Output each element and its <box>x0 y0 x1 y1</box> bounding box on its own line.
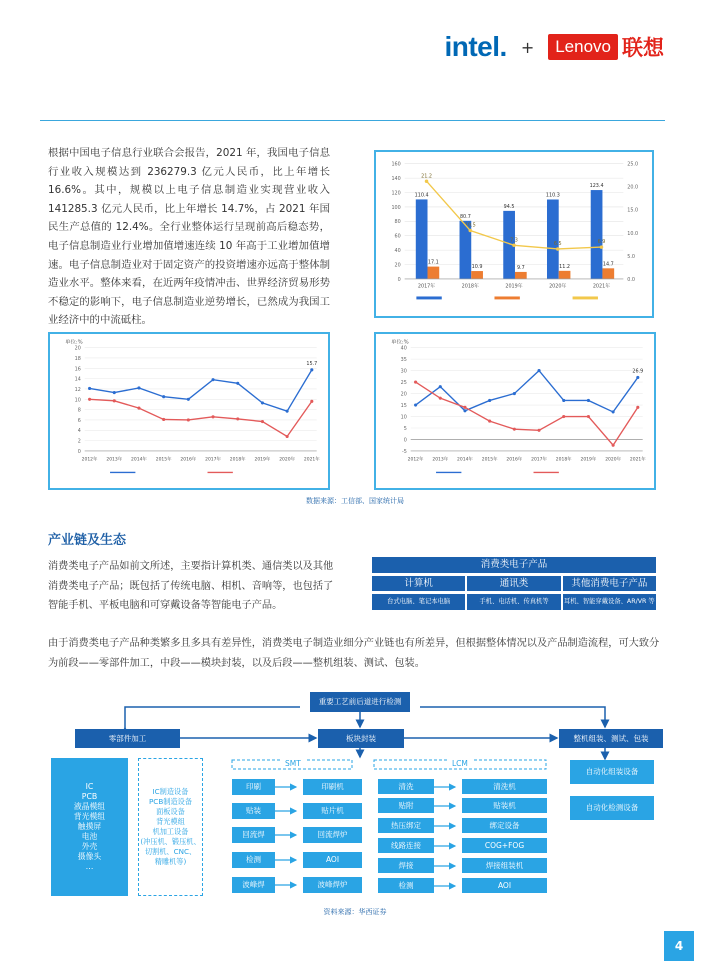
line-point <box>562 399 565 402</box>
x-tick-label: 2012年 <box>81 457 98 463</box>
line-series-1 <box>416 371 638 412</box>
investment-line-chart <box>374 332 656 490</box>
data-source-note: 数据来源：工信部、国家统计局 <box>306 497 404 505</box>
revenue-bar-chart <box>374 150 654 318</box>
connector-top-right <box>420 707 605 727</box>
line-point <box>562 415 565 418</box>
line-point <box>425 179 429 183</box>
y-tick-label: 16 <box>74 366 81 373</box>
line-point <box>236 382 239 385</box>
y-axis-unit-label: 单位:% <box>65 339 83 346</box>
y-tick-label: 10 <box>400 414 407 421</box>
category-table-title: 消费类电子产品 <box>372 557 656 573</box>
line-point <box>187 398 190 401</box>
x-tick-label: 2014年 <box>131 457 147 463</box>
smt-equipment: AOI <box>303 852 362 868</box>
category-other-items: 耳机、智能穿戴设备、AR/VR 等 <box>563 594 656 610</box>
y-tick-label: 15 <box>400 402 407 409</box>
line-point <box>137 386 140 389</box>
line-point <box>211 378 214 381</box>
header-divider <box>40 120 665 121</box>
category-communication-items: 手机、电话机、传真机等 <box>467 594 560 610</box>
category-items-row <box>372 594 656 610</box>
x-tick-label: 2018年 <box>555 457 572 463</box>
x-tick-label: 2012年 <box>407 457 424 463</box>
line-point <box>612 444 615 447</box>
line-data-label: 26.9 <box>632 368 644 375</box>
y-tick-label: 40 <box>394 248 401 255</box>
bar-series-1 <box>591 190 603 279</box>
lcm-frame <box>374 760 546 769</box>
line-point <box>286 410 289 413</box>
bar-data-label: 80.7 <box>459 213 471 220</box>
lcm-step: 贴附 <box>378 798 434 813</box>
y-axis-unit-label: 单位:% <box>391 339 409 346</box>
line-point <box>261 420 264 423</box>
lenovo-logo <box>548 32 664 62</box>
line-point <box>162 418 165 421</box>
consumer-category-table <box>372 557 656 610</box>
line-point <box>310 368 313 371</box>
smt-equipment: 波峰焊炉 <box>303 877 362 893</box>
line-point <box>513 392 516 395</box>
y2-tick-label: 20.0 <box>627 184 639 191</box>
reference-source-note: 资料来源：华西证券 <box>323 908 387 916</box>
consumer-paragraph: 消费类电子产品如前文所述，主要指计算机类、通信类以及其他消费类电子产品；既包括了传统电脑、相机、音响等，也包括了智能手机、平板电脑和可穿戴设备等智能电子产品。 <box>48 561 334 612</box>
bar-data-label: 123.4 <box>589 183 604 190</box>
line-point <box>310 400 313 403</box>
line-data-label: 6.5 <box>553 241 562 248</box>
smt-step: 检测 <box>232 852 275 868</box>
y-tick-label: -5 <box>401 448 407 455</box>
smt-label: SMT <box>281 759 305 768</box>
line-point <box>463 406 466 409</box>
line-point <box>537 369 540 372</box>
value-added-line-chart-svg <box>50 334 328 488</box>
assembly-equipment: 自动化组装设备 <box>570 760 654 784</box>
x-tick-label: 2019年 <box>505 283 523 290</box>
x-tick-label: 2018年 <box>461 283 479 290</box>
bar-series-2 <box>602 268 614 279</box>
line-point <box>88 387 91 390</box>
y-tick-label: 160 <box>391 161 401 168</box>
legend-swatch <box>573 296 598 299</box>
intro-paragraph: 根据中国电子信息行业联合会报告，2021 年，我国电子信息行业收入规模达到 236279.3 亿元人民币，比上年增长 16.6%。其中，规模以上电子信息制造业实现营业收入 141285.3 亿元人民币，比上年增长 14.7%，占 2021 年国民生产总值的 12.4%。全行业整体运行呈现前高后稳态势，电子信息制造业行业增加值增速连续 10 年高于工业增加值增速。电子信息制造业对于固定资产的投资增速亦远高于整体制造业水平。整体来看，在近两年疫情冲击、世界经济贸易形势不稳定的影响下，电子信息制造业逆势增长，已然成为我国工业经济中的中流砥柱。 <box>48 147 330 327</box>
line-data-label: 21.2 <box>421 173 432 180</box>
line-data-label: 10.5 <box>464 222 476 229</box>
line-point <box>488 399 491 402</box>
bar-series-1 <box>547 199 559 278</box>
x-tick-label: 2016年 <box>506 457 523 463</box>
y-tick-label: 0 <box>77 448 81 455</box>
line-point <box>463 409 466 412</box>
line-point <box>137 407 140 410</box>
line-point <box>488 420 491 423</box>
line-point <box>236 417 239 420</box>
line-point <box>587 415 590 418</box>
bar-series-1 <box>416 199 428 278</box>
line-point <box>587 399 590 402</box>
smt-equipment: 贴片机 <box>303 803 362 819</box>
lcm-equipment: 绑定设备 <box>462 818 547 833</box>
y-tick-label: 8 <box>77 407 81 414</box>
line-data-label: 7.3 <box>510 237 518 244</box>
line-series-1 <box>90 370 312 411</box>
line-point <box>286 435 289 438</box>
assembly-equipment: 自动化检测设备 <box>570 796 654 820</box>
flow-parts-list: IC PCB 液晶模组 背光模组 触摸屏 电池 外壳 摄像头 … <box>51 758 128 896</box>
category-name-row <box>372 576 656 591</box>
line-point <box>512 244 516 248</box>
y-tick-label: 6 <box>77 417 81 424</box>
smt-equipment: 印刷机 <box>303 779 362 795</box>
y-tick-label: 0 <box>397 276 401 283</box>
x-tick-label: 2020年 <box>549 283 567 290</box>
bar-data-label: 110.4 <box>414 192 429 199</box>
y-tick-label: 140 <box>391 176 401 183</box>
connector-top-left <box>125 707 300 728</box>
y2-tick-label: 5.0 <box>627 253 636 260</box>
line-data-label: 6.9 <box>597 239 606 246</box>
header-logos <box>444 30 664 64</box>
bar-data-label: 9.7 <box>516 264 525 271</box>
y-tick-label: 20 <box>74 345 81 352</box>
line-point <box>439 385 442 388</box>
category-computer: 计算机 <box>372 576 465 591</box>
x-tick-label: 2017年 <box>417 283 436 290</box>
bar-data-label: 110.3 <box>545 192 560 199</box>
line-point <box>113 391 116 394</box>
line-point <box>113 399 116 402</box>
x-tick-label: 2020年 <box>605 457 622 463</box>
page-number: 4 <box>664 931 694 961</box>
lcm-equipment: 焊接组装机 <box>462 858 547 873</box>
y-tick-label: 4 <box>77 428 81 435</box>
y-tick-label: 5 <box>403 425 407 432</box>
smt-equipment: 回流焊炉 <box>303 827 362 843</box>
y2-tick-label: 25.0 <box>627 161 639 168</box>
y2-tick-label: 10.0 <box>627 230 639 237</box>
y-tick-label: 18 <box>74 355 81 362</box>
line-point <box>88 398 91 401</box>
bar-data-label: 14.7 <box>602 261 614 268</box>
x-tick-label: 2013年 <box>106 457 123 463</box>
line-point <box>414 403 417 406</box>
bar-data-label: 10.9 <box>471 264 483 271</box>
line-point <box>439 397 442 400</box>
y-tick-label: 30 <box>400 368 407 375</box>
flow-equipment-list: IC制造设备 PCB制造设备 面板设备 背光模组 机加工设备 (冲压机、锻压机、 切割机、CNC、 精雕机等) <box>138 758 203 896</box>
bar-data-label: 94.5 <box>503 203 515 210</box>
line-point <box>537 429 540 432</box>
flow-stage-parts: 零部件加工 <box>75 729 180 748</box>
y-tick-label: 14 <box>74 376 81 383</box>
y-tick-label: 10 <box>74 397 81 404</box>
lenovo-logo-en: Lenovo <box>548 34 618 60</box>
line-point <box>612 410 615 413</box>
line-point <box>636 406 639 409</box>
x-tick-label: 2015年 <box>481 457 498 463</box>
y-tick-label: 20 <box>400 391 407 398</box>
y-tick-label: 100 <box>391 204 401 211</box>
chain-paragraph: 由于消费类电子产品种类繁多且多具有差异性，消费类电子制造业细分产业链也有所差异，但根据整体情况以及产品制造流程，可大致分为前段——零部件加工，中段——模块封装，以及后段——整机组装、测试、包装。 <box>48 638 660 669</box>
x-tick-label: 2013年 <box>432 457 449 463</box>
line-point <box>556 247 560 251</box>
smt-step: 贴装 <box>232 803 275 819</box>
y-tick-label: 80 <box>394 219 401 226</box>
x-tick-label: 2014年 <box>457 457 473 463</box>
y2-tick-label: 15.0 <box>627 207 639 214</box>
x-tick-label: 2020年 <box>279 457 296 463</box>
y-tick-label: 120 <box>391 190 401 197</box>
line-point <box>513 428 516 431</box>
x-tick-label: 2021年 <box>303 457 320 463</box>
line-data-label: 15.7 <box>306 360 318 367</box>
category-other: 其他消费电子产品 <box>563 576 656 591</box>
line-point <box>211 415 214 418</box>
x-tick-label: 2016年 <box>180 457 197 463</box>
line-point <box>187 418 190 421</box>
lcm-step: 清洗 <box>378 779 434 794</box>
bar-series-2 <box>559 271 571 279</box>
lcm-equipment: 贴装机 <box>462 798 547 813</box>
x-tick-label: 2015年 <box>155 457 172 463</box>
y2-tick-label: 0.0 <box>627 276 636 283</box>
line-series-2 <box>416 382 638 445</box>
lcm-equipment: COG+FOG <box>462 838 547 853</box>
line-point <box>469 229 473 233</box>
investment-line-chart-svg <box>376 334 654 488</box>
bar-series-2 <box>471 271 483 279</box>
y-tick-label: 25 <box>400 380 407 387</box>
bar-data-label: 11.2 <box>559 263 570 270</box>
lcm-label: LCM <box>448 759 472 768</box>
lcm-step: 热压绑定 <box>378 818 434 833</box>
y-tick-label: 20 <box>394 262 401 269</box>
x-tick-label: 2018年 <box>229 457 246 463</box>
line-point <box>162 395 165 398</box>
x-tick-label: 2021年 <box>592 283 611 290</box>
x-tick-label: 2017年 <box>205 457 221 463</box>
section-title: 产业链及生态 <box>48 533 127 548</box>
revenue-bar-chart-svg <box>376 152 652 316</box>
smt-step: 印刷 <box>232 779 275 795</box>
line-series-2 <box>90 399 312 436</box>
y-tick-label: 0 <box>403 437 407 444</box>
smt-step: 回流焊 <box>232 827 275 843</box>
legend-swatch <box>416 296 441 299</box>
line-point <box>261 401 264 404</box>
intel-logo: intel. <box>444 31 507 62</box>
y-tick-label: 12 <box>74 386 81 393</box>
lcm-step: 检测 <box>378 878 434 893</box>
y-tick-label: 2 <box>77 438 81 445</box>
x-tick-label: 2017年 <box>531 457 547 463</box>
y-tick-label: 60 <box>394 233 401 240</box>
y-tick-label: 40 <box>400 345 407 352</box>
flow-stage-module: 板块封装 <box>318 729 404 748</box>
lenovo-logo-cn: 联想 <box>622 36 664 60</box>
flow-inspection-box: 重要工艺前后道进行检测 <box>310 692 410 712</box>
x-tick-label: 2019年 <box>580 457 597 463</box>
flow-stage-assembly: 整机组装、测试、包装 <box>559 729 663 748</box>
y-tick-label: 35 <box>400 357 407 364</box>
x-tick-label: 2019年 <box>254 457 271 463</box>
lcm-equipment: AOI <box>462 878 547 893</box>
x-tick-label: 2021年 <box>629 457 646 463</box>
bar-series-2 <box>515 272 527 279</box>
line-point <box>414 381 417 384</box>
bar-series-2 <box>428 267 440 279</box>
smt-step: 波峰焊 <box>232 877 275 893</box>
category-communication: 通讯类 <box>467 576 560 591</box>
smt-frame <box>232 760 352 769</box>
lcm-step: 线路连接 <box>378 838 434 853</box>
line-point <box>636 376 639 379</box>
line-point <box>600 245 604 249</box>
lcm-equipment: 清洗机 <box>462 779 547 794</box>
value-added-line-chart <box>48 332 330 490</box>
legend-swatch <box>494 296 519 299</box>
lcm-step: 焊接 <box>378 858 434 873</box>
plus-sign: + <box>520 37 535 57</box>
category-computer-items: 台式电脑、笔记本电脑 <box>372 594 465 610</box>
bar-data-label: 17.1 <box>427 259 439 266</box>
